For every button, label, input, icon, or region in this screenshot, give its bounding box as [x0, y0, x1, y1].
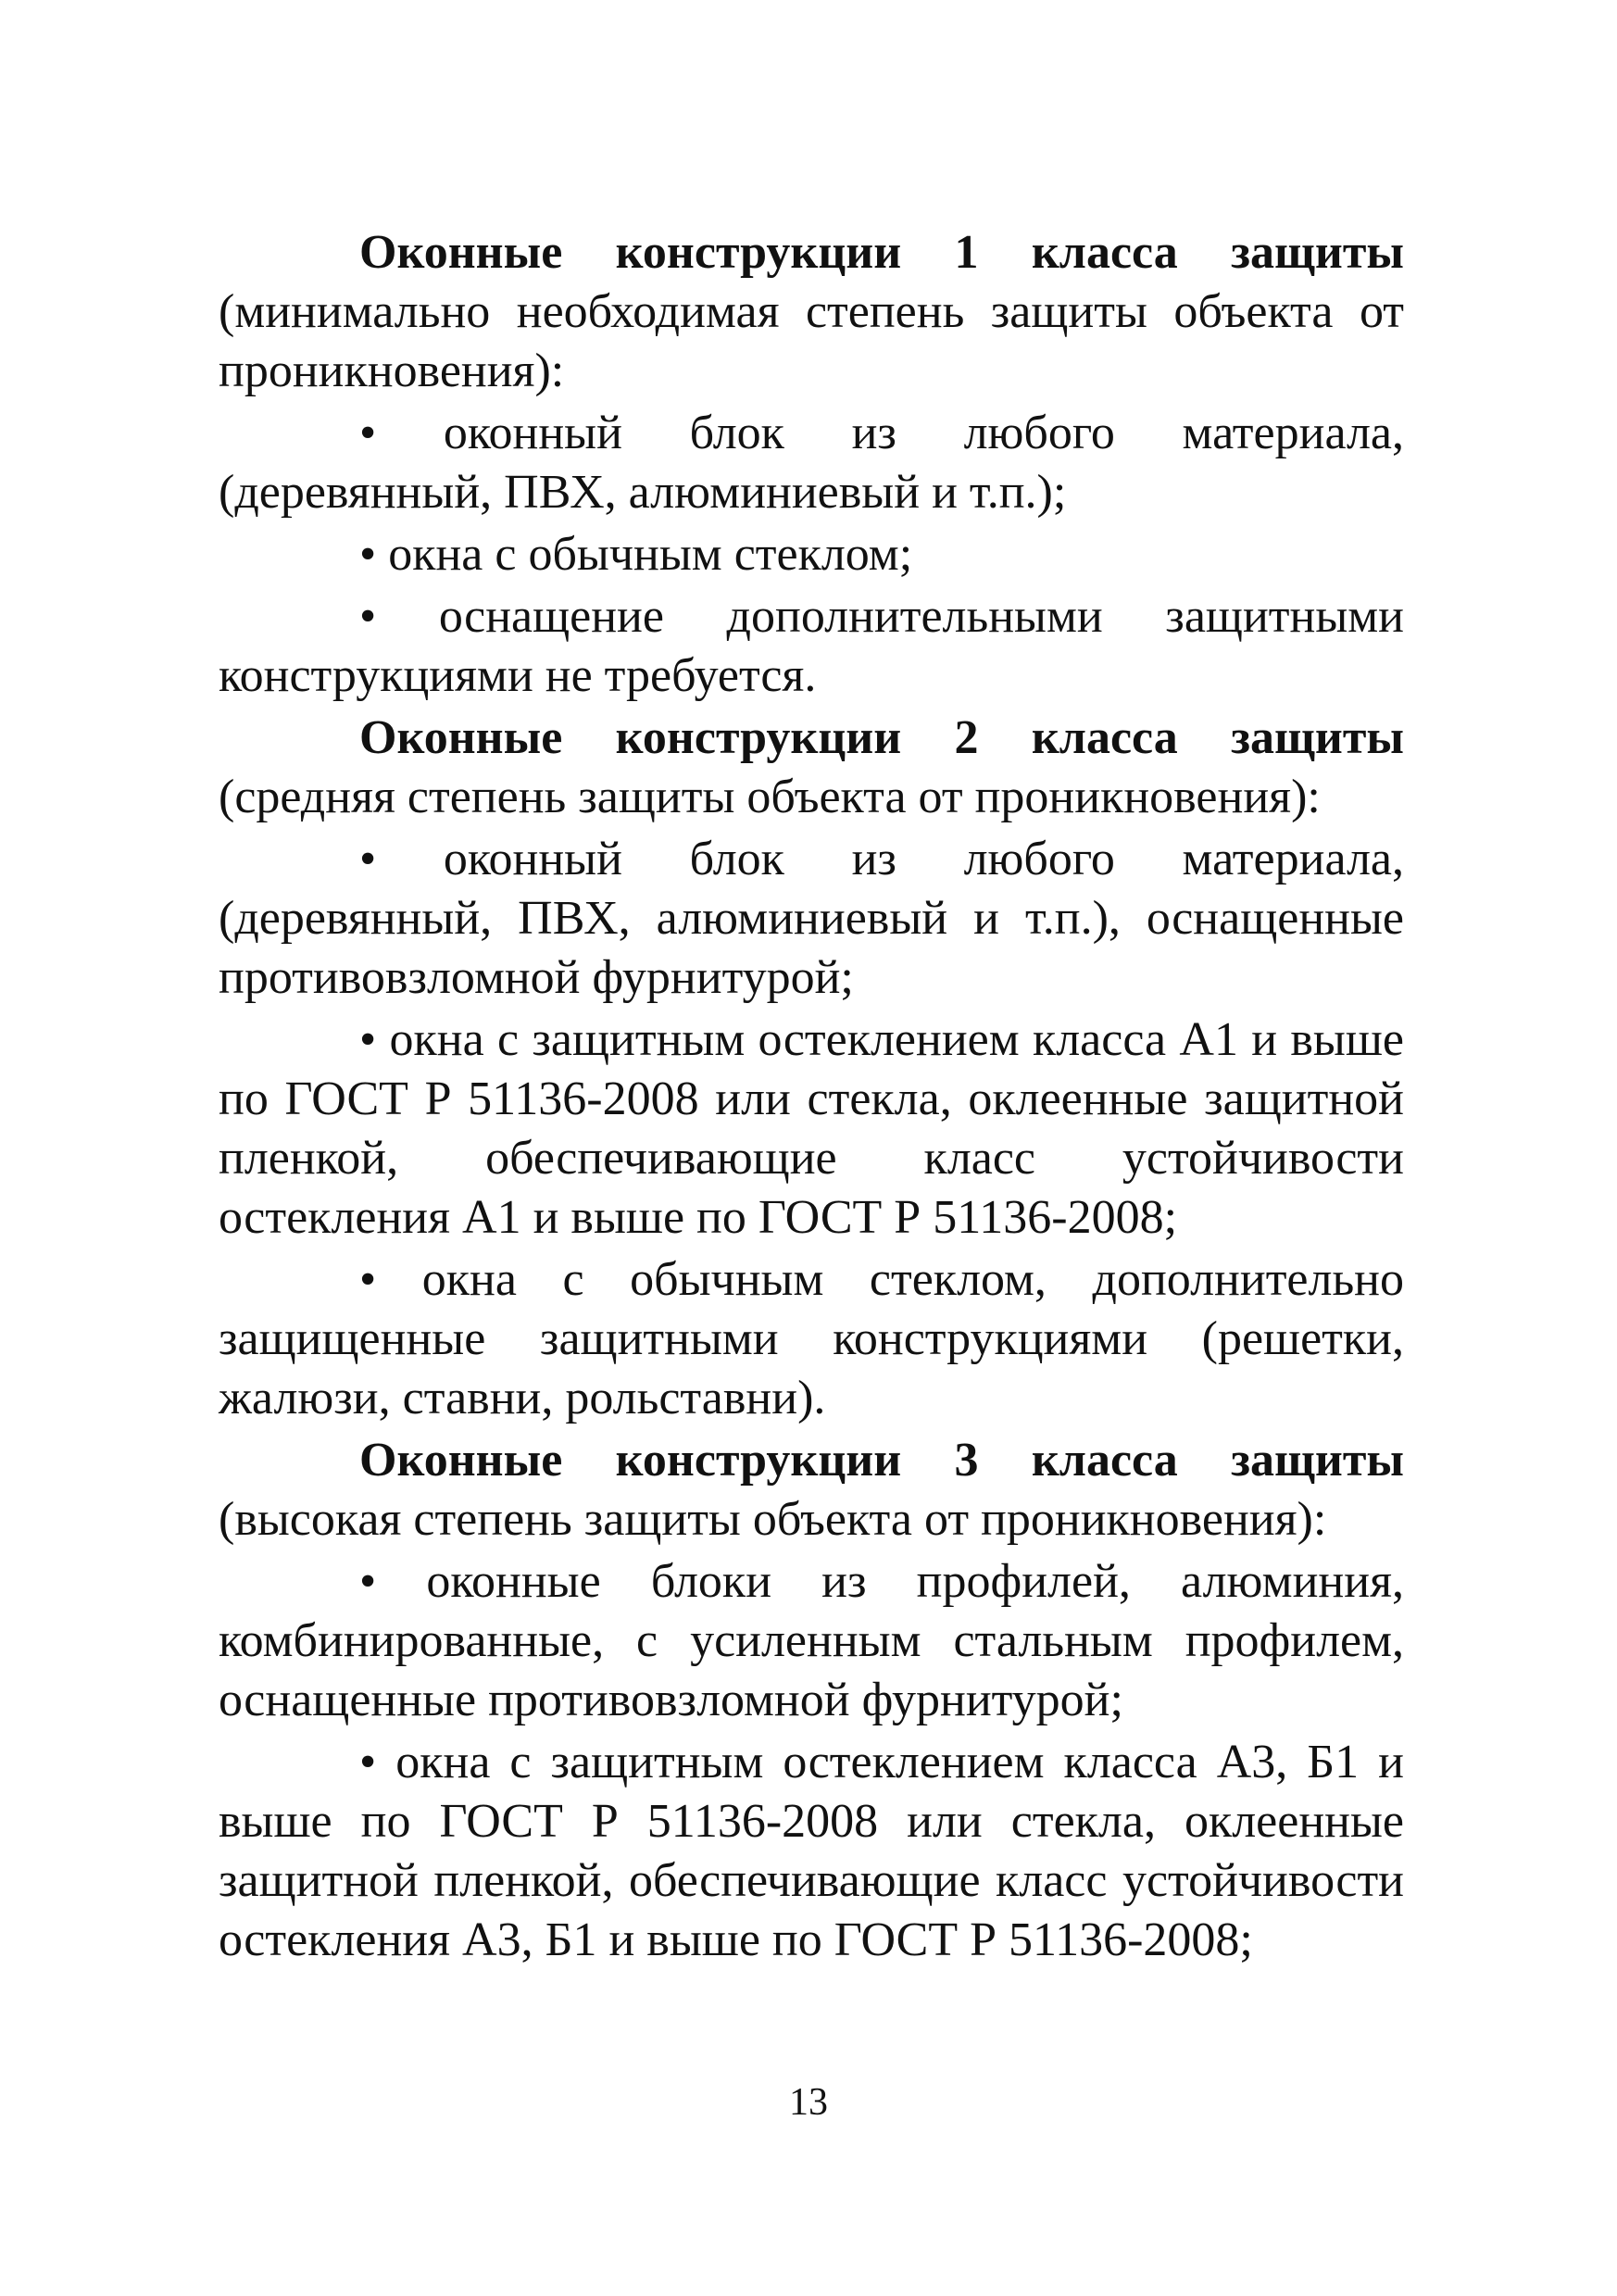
list-item-text: оконный блок из любого материала, (деревянный, ПВХ, алюминиевый и т.п.); — [219, 407, 1405, 519]
list-item — [219, 1733, 1404, 1970]
bullet-icon: • — [359, 833, 377, 885]
bullet-icon: • — [359, 1736, 377, 1788]
section-paragraph — [219, 1431, 1404, 1549]
bullet-icon: • — [359, 407, 377, 459]
list-item-text: окна с обычным стеклом; — [388, 528, 913, 581]
list-item — [219, 404, 1404, 522]
section-heading: Оконные конструкции 1 класса защиты — [359, 226, 1404, 279]
bullet-icon: • — [359, 1555, 377, 1608]
page-number: 13 — [789, 2081, 828, 2124]
list-item-text: окна с защитным остеклением класса А1 и выше по ГОСТ Р 51136-2008 или стекла, оклеенные защитной пленкой, обеспечивающие класс устойчивости остекления А1 и выше по ГОСТ Р 51136-2008; — [219, 1013, 1404, 1244]
bullet-icon: • — [359, 1013, 377, 1066]
list-item-text: оснащение дополнительными защитными конструкциями не требуется. — [219, 590, 1405, 702]
list-item — [219, 587, 1404, 706]
list-item-text: окна с защитным остеклением класса А3, Б1 и выше по ГОСТ Р 51136-2008 или стекла, оклеенные защитной пленкой, обеспечивающие класс устойчивости остекления А3, Б1 и выше по ГОСТ Р 51136-2008; — [219, 1736, 1404, 1966]
document-page — [219, 220, 1404, 1970]
list-item-text: окна с обычным стеклом, дополнительно защищенные защитными конструкциями (решетки, жалюзи, ставни, рольставни). — [219, 1253, 1404, 1424]
bullet-icon: • — [359, 1253, 377, 1306]
section-intro: (высокая степень защиты объекта от проникновения): — [219, 1493, 1327, 1546]
list-item-text: оконный блок из любого материала, (деревянный, ПВХ, алюминиевый и т.п.), оснащенные противовзломной фурнитурой; — [219, 833, 1405, 1004]
section-class-3 — [219, 1431, 1404, 1970]
list-item-text: оконные блоки из профилей, алюминия, комбинированные, с усиленным стальным профилем, оснащенные противовзломной фурнитурой; — [219, 1555, 1404, 1726]
bullet-icon: • — [359, 590, 377, 643]
list-item — [219, 1250, 1404, 1428]
list-item — [219, 525, 1404, 584]
section-paragraph — [219, 223, 1404, 401]
section-paragraph — [219, 709, 1404, 827]
section-class-1 — [219, 223, 1404, 706]
section-heading: Оконные конструкции 2 класса защиты — [359, 711, 1404, 764]
list-item — [219, 1552, 1404, 1730]
section-heading: Оконные конструкции 3 класса защиты — [359, 1434, 1404, 1487]
section-intro: (средняя степень защиты объекта от проникновения): — [219, 771, 1321, 823]
section-class-2 — [219, 709, 1404, 1428]
list-item — [219, 830, 1404, 1008]
section-intro: (минимально необходимая степень защиты объекта от проникновения): — [219, 285, 1404, 397]
list-item — [219, 1010, 1404, 1248]
bullet-icon: • — [359, 528, 377, 581]
